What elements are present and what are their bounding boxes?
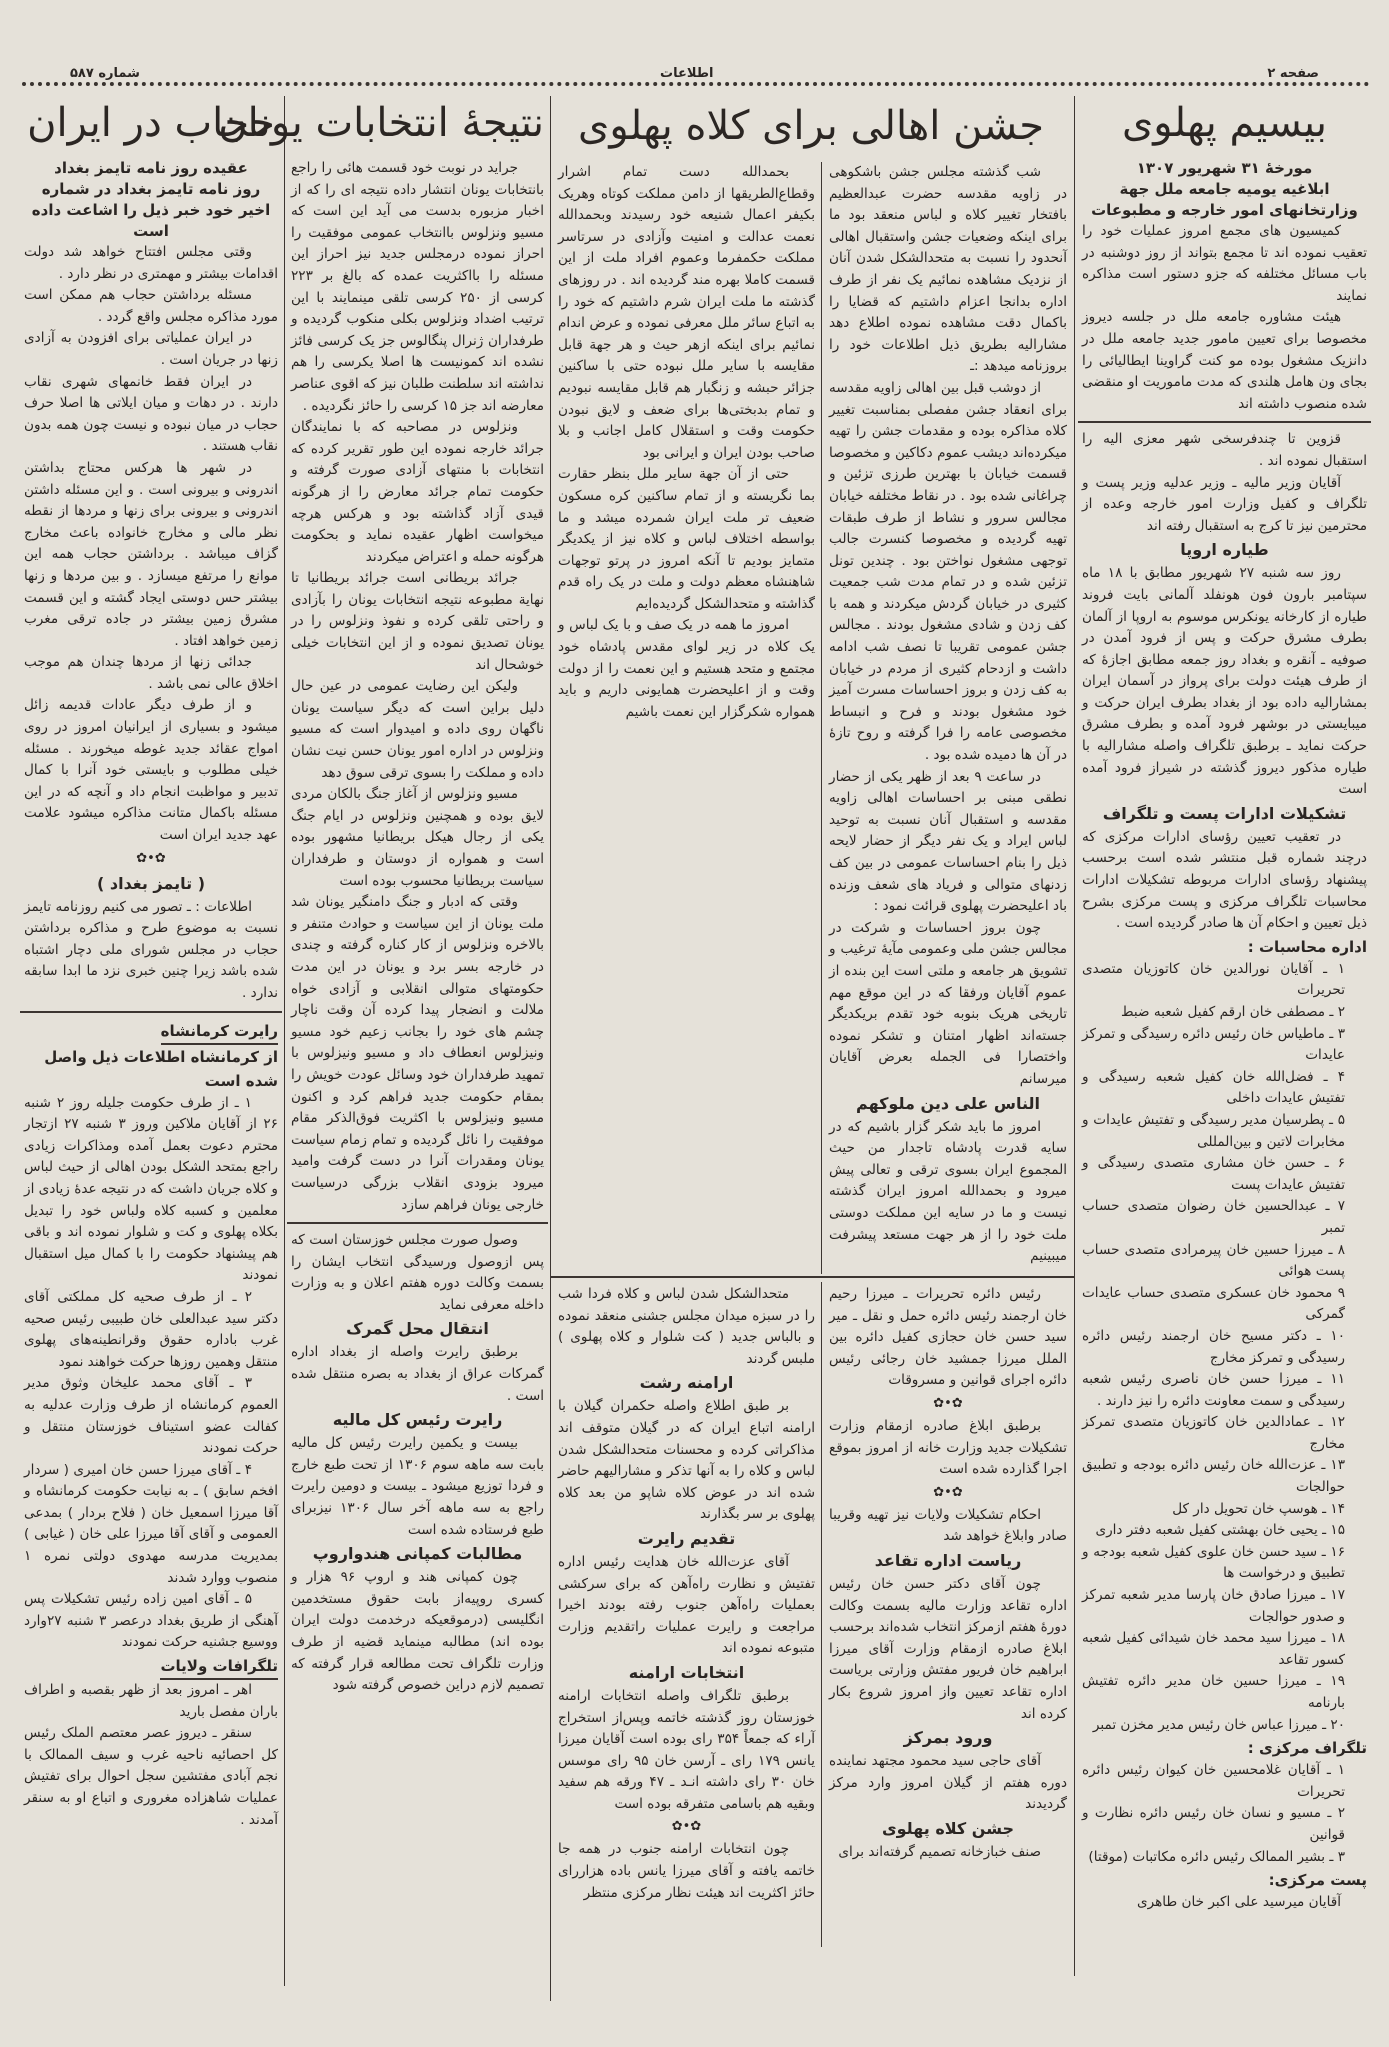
paragraph: چون انتخابات ارامنه جنوب در همه جا خاتمه یافته و آقای میرزا یانس باده هزاررای حائز اکثریت اند هیئت نظار مرکزی منتظر: [558, 1841, 815, 1901]
paragraph: ۳ ـ آقای محمد علیخان وثوق مدیر العموم کرمانشاه از طرف وزارت عدلیه به کفالت عضو استیناف خوزستان منتقل و حرکت نمودند: [24, 1375, 278, 1457]
list-item: ۱۰ ـ دکتر مسیح خان ارجمند رئیس دائره رسیدگی و تمرکز مخارج: [1082, 1327, 1345, 1366]
newspaper-name: اطلاعات: [660, 66, 714, 81]
paragraph: قزوین تا چندفرسخی شهر معزی الیه را استقبال نموده اند .: [1082, 431, 1367, 469]
section-heading: تقدیم رایرت: [637, 1528, 736, 1548]
paragraph: بحمدالله دست تمام اشرار وقطاع‌الطریقها از دامن مملکت کوتاه وهریک بکیفر اعمال شنیعه خود رسیدند وبحمدالله نعمت عدالت و امنیت وآزادی در سرتاسر مملکت حکمفرما وعموم افراد ملت از این قسمت کاملا بهره مند گردیده اند . در روزهای گذشته ما ملت ایران شرم داشتیم که خود را به اتباع سائر ملل معرفی نموده و عرض اندام نمائیم برای اینکه ازهر حیث و هر جهة قابل مقایسه با سایر ملل نبوده حتی با ساکنین جزائر حبشه و زنگبار هم قابل مقایسه نبودیم و تمام بدبختی‌ها برای ضعف و لایق نبودن حکومت وقت و استقلال کامل اجانب و بلا صاحب بودن ایران و ایرانی بود: [558, 164, 815, 461]
paragraph: اهر ـ امروز بعد از ظهر بقصبه و اطراف باران مفصل بارید: [24, 1682, 278, 1720]
paragraph: اطلاعات : ـ تصور می کنیم روزنامه تایمز نسبت به موضوع طرح و مذاکره برداشتن حجاب در مجلس شورای ملی دچار اشتباه شده باشد زیرا چنین خبری نزد ما ابدا سابقه ندارد .: [24, 898, 278, 1001]
paragraph: وقتی که ادبار و جنگ دامنگیر یونان شد ملت یونان از این سیاست و حوادث متنفر و بالاخره ونزلوس از کار کناره گرفته و چندی در خارجه بسر برد و یونان در این مدت حکومتهای متوالی انقلابی و آزادی خواه ملالت و انضجار پیدا کرده آن وقت ناچار چشم های خود را بجانب زعیم خود مسیو ونیزلوس انعطاف داد و مسیو ونیزلوس با تمهید طرفداران خود وسائل عودت خویش را بمقام حکومت جدید فراهم کرد و اکنون مسیو ونیزلوس با اکثریت فوق‌الذکر مقام موفقیت را نائل گردیده و تمام زمام سیاست یونان ومقدرات آنرا در دست گرفت وامید میرود بزودی انقلاب بزرگی درسیاست خارجی یونان فراهم سازد: [291, 894, 544, 1213]
list-item: ۳ ـ بشیر الممالک رئیس دائره مکاتبات (موقتا): [1088, 1848, 1345, 1865]
section-heading: ریاست اداره تقاعد: [874, 1550, 1022, 1570]
paragraph: احکام تشکیلات ولایات نیز تهیه وقریبا صادر وابلاغ خواهد شد: [829, 1506, 1067, 1545]
paragraph: متحدالشکل شدن لباس و کلاه فردا شب را در سبزه میدان مجلس جشنی منعقد نموده و بالباس جدید ( کت شلوار و کلاه پهلوی ) ملبس گردند: [558, 1286, 815, 1367]
paragraph: ۴ ـ آقای میرزا حسن خان امیری ( سردار افخم سابق ) ـ به نیابت حکومت کرمانشاه و آقا میرزا اسمعیل خان ( فلاح بردار ) بمدعی العمومی و آقای آقا میرزا علی خان ( غیابی ) بمدیریت مدرسه مهدوی دولتی نمره ۱ منصوب ووارد شدند: [24, 1461, 278, 1586]
article-subheading: ابلاغیه یومیه جامعه ملل جهة وزارتخانهای امور خارجه و مطبوعات: [1091, 180, 1358, 219]
column-divider: [284, 96, 285, 1986]
paragraph: ۵ ـ آقای امین زاده رئیس تشکیلات پس آهنگی از طریق بغداد درعصر ۳ شنبه ۲۷وارد ووسیع جشنیه حرکت نمودند: [24, 1591, 278, 1651]
list-item: ۲ ـ مصطفی خان ارقم کفیل شعبه ضبط: [1120, 1004, 1345, 1020]
paragraph: شب گذشته مجلس جشن باشکوهی در زاویه مقدسه حضرت عبدالعظیم بافتخار تغییر کلاه و لباس منعقد بود ما برای اینکه وضعیات جشن واستقبال اهالی آنحدود را نسبت به متحدالشکل شدن آنان از نزدیک مشاهده نمائیم یک نفر از طرف اداره بدانجا اعزام داشتیم که قضایا را باکمال دقت مشاهده نموده اطلاع دهد مشارالیه بطریق ذیل اطلاعات خود را بروزنامه میدهد :ـ: [829, 164, 1067, 375]
column-news-left-lower: [558, 1284, 815, 1924]
horizontal-rule: [1078, 421, 1371, 423]
underlined-section-heading: تلگرافات ولایات: [160, 1654, 278, 1680]
list-item: ۵ ـ پطرسیان مدیر رسیدگی و تفتیش عایدات و مخابرات لاتین و بین‌المللی: [1082, 1111, 1345, 1150]
section-heading: تشکیلات ادارات پست و تلگراف: [1102, 803, 1347, 823]
list-item: ۱ ـ آقایان غلامحسین خان کیوان رئیس دائره تحریرات: [1082, 1762, 1345, 1800]
section-subheading: از کرمانشاه اطلاعات ذیل واصل شده است: [44, 1047, 278, 1090]
paragraph: آقایان وزیر مالیه ـ وزیر عدلیه وزیر پست و تلگراف و کفیل وزارت امور خارجه وعده از محترمین نیز تا کرج به استقبال رفته اند: [1082, 474, 1367, 534]
paragraph: چون کمپانی هند و اروپ ۹۶ هزار و کسری روپیه‌از بابت حقوق مستخدمین انگلیسی (درموقعیکه درخدمت دولت ایران بوده اند) مطالبه مینماید قضیه از طرف وزارت تلگراف تحت مطالعه قرار گرفته که تصمیم لازم دراین خصوص گرفته شود: [291, 1569, 544, 1694]
separator-ornament: ✿•✿: [136, 850, 166, 866]
list-item: ۲ ـ مسیو و نسان خان رئیس دائره نظارت و قوانین: [1082, 1805, 1345, 1843]
column-celebration-left: [558, 162, 815, 1272]
horizontal-rule: [287, 1222, 548, 1224]
paragraph: آقای عزت‌الله خان هدایت رئیس اداره تفتیش و نظارت راه‌آهن که برای سرکشی بعملیات راه‌آهن جنوب رفته بودند اخیرا مراجعت و رایرت عملیات راتقدیم وزارت متبوعه نموده اند: [558, 1553, 815, 1657]
section-heading: الناس علی دین ملوکهم: [856, 1093, 1040, 1113]
section-heading: طیاره اروپا: [1180, 540, 1269, 560]
paragraph: برطبق تلگراف واصله انتخابات ارامنه خوزستان روز گذشته خاتمه وپس‌از استخراج آراء که جمعاً ۳۵۴ رای بوده است آقایان میرزا یانس ۱۷۹ رای ـ آرسن خان ۹۵ رای موسس خان ۳۰ رای داشته انـد ـ ۴۷ ورقه هم سفید وبقیه هم باسامی متفرقه بوده است: [558, 1687, 815, 1812]
paragraph: جرائد بریطانی است جرائد بریطانیا تا نهایة مطبوعه نتیجه انتخابات یونان را بآزادی و راحتی تلقی کرده و نفوذ ونزلوس را در یونان تصدیق نموده و از این انتخابات خیلی خوشحال اند: [291, 570, 544, 673]
paragraph: جراید در نوبت خود قسمت هائی را راجع بانتخابات یونان انتشار داده نتیجه ای را که از اخبار مزبوره بدست می آید این است که مسیو ونزلوس باانتخاب عمومی موفقیت را احراز نموده درمجلس جدید نیز احراز این مسئله را بااکثریت عمده که بالغ بر ۲۲۳ کرسی از ۲۵۰ کرسی تلقی مینمایند با این ترتیب اضداد ونزلوس بکلی منکوب گردیده و طرفداران ژنرال پنگالوس جز یک کرسی فائز نشده اند کمونیست ها اصلا یکرسی را هم نداشته اند سلطنت طلبان نیز که اقوی عناصر معارضه اند جز ۱۵ کرسی را حائز نگردیده .: [291, 160, 544, 414]
list-item: ۱۵ ـ یحیی خان بهشتی کفیل شعبه دفتر داری: [1095, 1522, 1345, 1539]
column-divider: [550, 96, 551, 2001]
paragraph: آقای حاجی سید محمود مجتهد نماینده دوره هفتم از گیلان امروز وارد مرکز گردیدند: [829, 1753, 1067, 1813]
issue-number: شماره ۵۸۷: [70, 66, 140, 81]
list-item: ۱۱ ـ میرزا حسن خان ناصری رئیس شعبه رسیدگی و سمت معاونت دائره را نیز دارند .: [1082, 1371, 1345, 1409]
paragraph: در ایران فقط خانمهای شهری نقاب دارند . در دهات و میان ایلاتی ها اصلا حرف حجاب در میان نبوده و نیست چون همه بدون نقاب هستند .: [24, 373, 278, 455]
section-heading: جشن کلاه پهلوی: [881, 1818, 1015, 1838]
paragraph: از دوشب قبل بین اهالی زاویه مقدسه برای انعقاد جشن مفصلی بمناسبت تغییر کلاه مذاکره بوده و مقدمات جشن را تهیه میکرده‌اند دیشب عموم دکاکین و مخصوصا قسمت خیابان با بهترین طرزی تزئین و چراغانی شده بود . در نقاط مختلفه خیابان مجالس سرور و نشاط از طرف طبقات تهیه گردیده و مخصوصا کنسرت جالب توجهی مشغول نواختن بود . چندین تونل تزئین شده و در تمام مدت شب جمعیت کثیری در خیابان گردش میکردند و همه با کف زدن و شادی مشغول بودند . مجالس جشن عمومی تقریبا تا نصف شب ادامه داشت و ازدحام کثیری از مردم در خیابان به کف زدن و بروز احساسات مسرت آمیز خود مشغول بودند و فرح و انبساط مخصوصی عامه را فرا گرفته و روح تازهٔ در آن ها دمیده شده بود .: [829, 379, 1067, 764]
paragraph: چون آقای دکتر حسن خان رئیس اداره تقاعد وزارت مالیه بسمت وکالت دورهٔ هفتم ازمرکز انتخاب شده‌اند برحسب ابلاغ صادره ازمقام وزارت آقای میرزا ابراهیم خان فریور مفتش وزارتی بریاست اداره تقاعد تعیین واز امروز شروع بکار کرده اند: [829, 1575, 1067, 1722]
list-item: ۱ ـ آقایان نورالدین خان کاتوزیان متصدی تحریرات: [1082, 960, 1345, 999]
paragraph: ۲ ـ از طرف صحیه کل مملکتی آقای دکتر سید عبدالعلی خان طبیبی رئیس صحیه غرب باداره حقوق وقرانطینه‌های پهلوی منتقل وهمین روزها حرکت خواهند نمود: [24, 1288, 278, 1370]
list-item: ۱۹ ـ میرزا حسین خان مدیر دائره تفتیش بارنامه: [1082, 1673, 1345, 1711]
section-heading: انتقال محل گمرک: [346, 1319, 489, 1339]
paragraph: رئیس دائره تحریرات ـ میرزا رحیم خان ارجمند رئیس دائره حمل و نقل ـ میر سید حسن خان حجازی کفیل دائره بین الملل میرزا جمشید خان رجائی رئیس دائره اجرای قوانین و مسروقات: [829, 1286, 1067, 1389]
section-heading: رایرت رئیس کل مالیه: [332, 1410, 503, 1430]
separator-ornament: ✿•✿: [933, 1484, 963, 1500]
list-item: ۹ محمود خان عسکری متصدی حساب عایدات گمرکی: [1082, 1284, 1345, 1323]
column-divider: [821, 1282, 822, 1947]
paragraph: روز سه شنبه ۲۷ شهریور مطابق با ۱۸ ماه سپتامبر بارون فون هونفلد آلمانی بایت فروند طیاره از کارخانه یونکرس موسوم به اروپا از آلمان بطرف مشرق حرکت و پس از فرود آمدن در صوفیه ـ آنقره و بغداد روز جمعه مطابق اجازهٔ که از طرف هیئت دولت برای پرواز در آسمان ایران بمشارالیه داده بود از بغداد بطرف ایران حرکت و میبایستی در بوشهر فرود آمده و بطرف مشرق حرکت نماید ـ برطبق تلگراف واصله مشارالیه با طیاره مذکور دیروز گذشته در شیراز فرود آمده است: [1082, 565, 1367, 798]
separator-ornament: ✿•✿: [933, 1395, 963, 1411]
paragraph: وقتی مجلس افتتاح خواهد شد دولت اقدامات بیشتر و مهمتری در نظر دارد .: [24, 244, 278, 282]
underlined-section-heading: رایرت کرمانشاه: [161, 1019, 278, 1045]
paragraph: وصول صورت مجلس خوزستان است که پس ازوصول ورسیدگی انتخاب ایشان را بسمت وکالت دوره هفتم اعلان و به وزارت داخله معرفی نماید: [291, 1232, 544, 1313]
paragraph: مسئله برداشتن حجاب هم ممکن است مورد مذاکره مجلس واقع گردد .: [24, 287, 278, 325]
paragraph: مسیو ونزلوس از آغاز جنگ بالکان مردی لایق بوده و همچنین ونزلوس در ایام جنگ یکی از رجال هیکل بریطانیا مشهور بوده است و همواره از دوستان و طرفداران سیاست بریطانیا محسوب بوده است: [291, 786, 544, 889]
list-item: ۱۲ ـ عمادالدین خان کاتوزیان متصدی تمرکز مخارج: [1082, 1414, 1345, 1452]
section-divider: [550, 1276, 1074, 1278]
column-divider: [821, 162, 822, 1274]
page-number: صفحه ۲: [1267, 66, 1319, 81]
paragraph: در ساعت ۹ بعد از ظهر یکی از حضار نطقی مبنی بر احساسات اهالی زاویه مقدسه و استقبال آنان نسبت به توحید لباس ایراد و یک نفر دیگر از حضار لایحه ذیل را بنام احساسات عمومی در بین کف زدنهای متوالی و فریاد های شعف وزنده باد اعلیحضرت پهلوی قرائت نمود :: [829, 768, 1067, 915]
column-news-right-lower: [829, 1284, 1067, 1944]
paragraph: برطبق رایرت واصله از بغداد اداره گمرکات عراق از بغداد به بصره منتقل شده است .: [291, 1344, 544, 1404]
paragraph: در ایران عملیاتی برای افزودن به آزادی زنها در جریان است .: [24, 330, 278, 368]
paragraph: سنقر ـ دیروز عصر معتصم الملک رئیس کل احصائیه ناحیه غرب و سیف الممالک با نجم آبادی مفتشین سجل احوال برای تفتیش عملیات شاهزاده مغروری و اتباع او به سنقر آمدند .: [24, 1725, 278, 1828]
article-subheading: عقیده روز نامه تایمز بغداد: [54, 159, 248, 177]
list-item: ۸ ـ میرزا حسین خان پیرمرادی متصدی حساب پست هوائی: [1082, 1241, 1345, 1280]
paragraph: در شهر ها هرکس محتاج بداشتن اندرونی و بیرونی است . و این مسئله داشتن اندرونی و بیرونی برای زنها و مردها از نقطه نظر مالی و مخارج خانواده باعث مخارج گزاف میباشد . برداشتن حجاب همه این موانع را مرتفع میسازد . و بین مردها و زنها بیشتر حس دوستی ایجاد گشته و این قسمت مشرق زمین بیشتر در جاده ترقی مغرب زمین خواهد افتاد .: [24, 459, 278, 649]
paragraph: آقایان میرسید علی اکبر خان طاهری: [1136, 1894, 1341, 1911]
list-item: ۶ ـ حسن خان مشاری متصدی رسیدگی و تفتیش عایدات پست: [1082, 1155, 1345, 1193]
paragraph: حتی از آن جهة سایر ملل بنظر حقارت بما نگریسته و از تمام ساکنین کره مسکون ضعیف تر ملت ایران شمرده میشد و ما بواسطه اختلاف لباس و کلاه نیز از یکدیگر متمایز بودیم تا آنکه امروز در پرتو توجهات شاهنشاه معظم دولت و ملت در یک راه قدم گذاشته و متحدالشکل گردیده‌ایم: [558, 466, 815, 612]
list-item: ۳ ـ ماطیاس خان رئیس دائره رسیدگی و تمرکز عایدات: [1082, 1025, 1345, 1064]
paragraph: ولیکن این رضایت عمومی در عین حال دلیل براین است که دیگر سیاست یونان ناگهان روی داده و امیدوار است که مسیو ونزلوس در اداره امور یونان حسن نیت نشان داده و مملکت را بسوی ترقی سوق دهد: [291, 678, 544, 781]
paragraph: هیئت مشاوره جامعه ملل در جلسه دیروز مخصوصا برای تعیین مامور جدید جامعه ملل در دانزیک مشغول بوده مو کنت گراوینا ایطالیائی را بجای ون هامل هلندی که مدت ماموریت او منقضی شده منصوب داشته اند: [1082, 309, 1367, 412]
article-headline: نتیجهٔ انتخابات یونان: [218, 100, 544, 146]
paragraph: چون بروز احساسات و شرکت در مجالس جشن ملی وعمومی مآیهٔ ترغیب و تشویق هر جامعه و ملتی است این بنده از عموم آقایان ورفقا که در این موقع مهم تاریخی هریک بنوبه خود تقدم بریکدیگر جسته‌اند اظهار امتنان و تشکر نموده واختصارا فی الجمله بعرض آقایان میرسانم: [829, 919, 1067, 1087]
article-headline: حجاب در ایران: [27, 100, 275, 146]
section-heading: انتخابات ارامنه: [628, 1662, 745, 1682]
horizontal-rule: [20, 1011, 282, 1013]
section-subheading: تلگراف مرکزی :: [1247, 1739, 1367, 1758]
section-subheading: اداره محاسبات :: [1247, 937, 1367, 956]
list-item: ۱۳ ـ عزت‌الله خان رئیس دائره بودجه و تطبیق حوالجات: [1082, 1457, 1345, 1496]
article-subheading: مورخهٔ ۳۱ شهریور ۱۳۰۷: [1136, 159, 1313, 177]
middle-headline: جشن اهالی برای کلاه پهلوی: [578, 103, 1044, 149]
paragraph: صنف خبازخانه تصمیم گرفته‌اند برای: [838, 1843, 1041, 1860]
article-subheading: روز نامه تایمز بغداد در شماره اخیر خود خبر ذیل را اشاعت داده است: [31, 180, 271, 240]
paragraph: و از طرف دیگر عادات قدیمه زائل میشود و بسیاری از ایرانیان امروز در روی امواج عقائد جدید غوطه میخورند . مسئله خیلی مطلوب و بایستی خود آنرا با کمال تدبیر و مواظبت انجام داد و آنچه که در این مسئله باکمال متانت مذاکره میشود علامت عهد جدید ایران است: [24, 697, 278, 844]
paragraph: امروز ما باید شکر گزار باشیم که در سایه قدرت پادشاه تاجدار من حیث المجموع ایران بسوی ترقی و تعالی پیش میرود و بحمدالله امروز ایران گذشته نیست و ما در سایه این مملکت دوستی ملت خود را از هر جهت مستعد پیشرفت میبینیم: [829, 1118, 1067, 1265]
paragraph: بیست و یکمین رایرت رئیس کل مالیه بابت سه ماهه سوم ۱۳۰۶ از تحت طبع خارج و فردا توزیع میشود ـ بیست و دومین رایرت راجع به سه ماهه آخر سال ۱۳۰۶ نیزبرای طبع فرستاده شده است: [291, 1435, 544, 1538]
column-hijab: [24, 92, 278, 2022]
list-item: ۱۶ ـ سید حسن خان علوی کفیل شعبه بودجه و تطبیق و درخواست ها: [1082, 1543, 1345, 1582]
article-headline: بیسیم پهلوی: [1121, 100, 1328, 146]
paragraph: ونزلوس در مصاحبه که با نمایندگان جرائد خارجه نموده این طور تقریر کرده که انتخابات با منتهای آزادی صورت گرفته و حکومت تمام جرائد معارض را از هرگونه قیدی آزاد گذاشته بود و هرکس هرچه میخواست اظهار عقیده نماید و بحکومت هرگونه حمله و اعتراض میکردند: [291, 419, 544, 565]
column-wireless: [1082, 92, 1367, 1992]
section-heading: ارامنه رشت: [639, 1373, 734, 1393]
list-item: ۱۷ ـ میرزا صادق خان پارسا مدیر شعبه تمرکز و صدور حوالجات: [1082, 1587, 1345, 1625]
paragraph: ۱ ـ از طرف حکومت جلیله روز ۲ شنبه ۲۶ از آقایان ملاکین وروز ۳ شنبه ۲۷ ازتجار محترم دعوت بعمل آمده ومذاکرات زیادی راجع بمتحد الشکل بودن اهالی از حیث لباس و کلاه جریان داشت که در نتیجه عدهٔ زیادی از معلمین و کسبه کلاه ولباس خود را تبدیل بکلاه پهلوی و کت و شلوار نموده اند و باقی هم پیشنهاد حکومت را با کمال میل استقبال نمودند: [24, 1094, 278, 1284]
paragraph: جدائی زنها از مردها چندان هم موجب اخلاق عالی نمی باشد .: [24, 654, 278, 692]
separator-ornament: ✿•✿: [671, 1819, 702, 1835]
list-item: ۴ ـ فضل‌الله خان کفیل شعبه رسیدگی و تفتیش عایدات داخلی: [1082, 1068, 1345, 1107]
section-heading: مطالبات کمپانی هندواروپ: [312, 1544, 523, 1564]
list-item: ۲۰ ـ میرزا عباس خان رئیس مدیر مخزن تمبر: [1092, 1716, 1345, 1733]
section-subheading: پست مرکزی:: [1268, 1871, 1367, 1890]
paragraph: بر طبق اطلاع واصله حکمران گیلان با ارامنه اتباع ایران که در گیلان متوقف اند مذاکراتی کرده و محسنات متحدالشکل شدن لباس و کلاه را به آنها تذکر و مشارالیهم حاضر شده اند در عوض کلاه شاپو من بعد کلاه پهلوی بر سر بگذارند: [558, 1398, 815, 1523]
header-dotted-rule: [22, 82, 1370, 86]
section-heading: ( تایمز بغداد ): [96, 873, 205, 893]
paragraph: برطبق ابلاغ صادره ازمقام وزارت تشکیلات جدید وزارت خانه از امروز بموقع اجرا گذارده شده است: [829, 1417, 1067, 1478]
list-item: ۷ ـ عبدالحسین خان رضوان متصدی حساب تمبر: [1082, 1198, 1345, 1236]
paragraph: در تعقیب تعیین رؤسای ادارات مرکزی که درچند شماره قبل منتشر شده است برحسب پیشنهاد رؤسای ادارات مربوطه تشکیلات ادارات محاسبات تلگراف مرکزی و پست مرکزی بشرح ذیل تعیین و احکام آن ها صادر گردیده است .: [1082, 828, 1367, 932]
list-item: ۱۸ ـ میرزا سید محمد خان شیدائی کفیل شعبه کسور تقاعد: [1082, 1630, 1345, 1668]
column-celebration-right: [829, 162, 1067, 1272]
paragraph: کمیسیون های مجمع امروز عملیات خود را تعقیب نموده اند تا مجمع بتواند از روز دوشنبه در باب مسائل مختلفه که جزو دستور است مذاکره نمایند: [1082, 223, 1367, 304]
list-item: ۱۴ ـ هوسپ خان تحویل دار کل: [1172, 1500, 1345, 1517]
column-divider: [1074, 96, 1075, 1976]
paragraph: امروز ما همه در یک صف و با یک لباس و یک کلاه در زیر لوای مقدس پادشاه خود مجتمع و متحد هستیم و این نعمت را از دولت وقت و از اعلیحضرت همایونی داریم و باید همواره شکرگزار این نعمت باشیم: [558, 617, 815, 720]
section-heading: ورود بمرکز: [903, 1728, 993, 1748]
